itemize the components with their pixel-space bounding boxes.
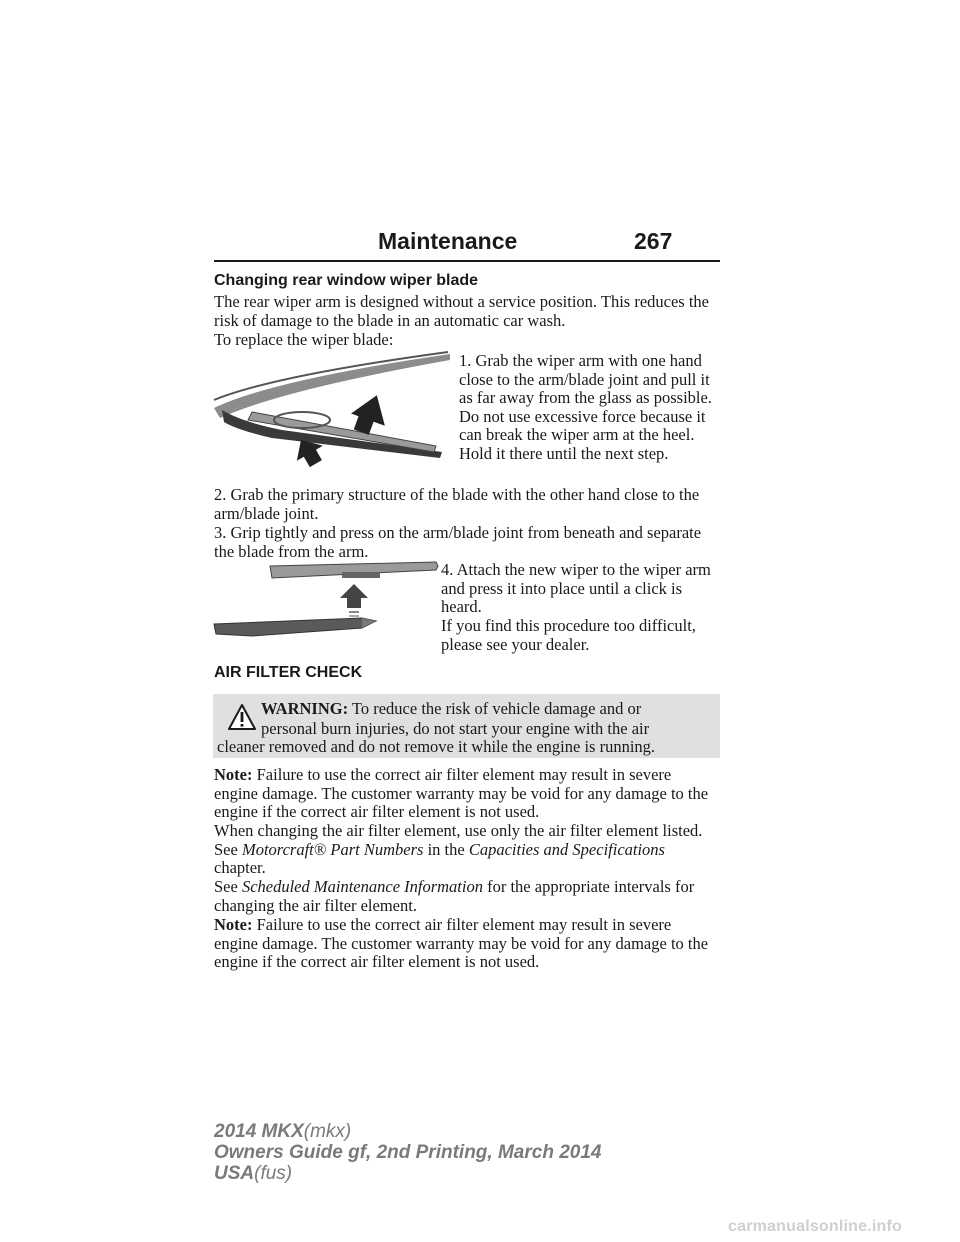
motorcraft-reference[interactable]: Motorcraft® Part Numbers — [241, 839, 424, 859]
note-1-text: Failure to use the correct air filter element may result in severe engine damage. The customer warranty may be void for any damage to the engine if the correct air filter element is not used. — [214, 765, 709, 821]
footer-model-code: (mkx) — [303, 1121, 352, 1142]
step-5-text: If you find this procedure too difficult, please see your dealer. — [441, 616, 696, 654]
step-1-text: 1. Grab the wiper arm with one hand close to the arm/blade joint and pull it as far away from the glass as possible. Do not use excessive force because it can break the wiper arm at the heel. Hold it there until the next step. — [459, 351, 712, 463]
warning-line-2: personal burn injuries, do not start your engine with the air — [261, 719, 650, 738]
footer-model — [214, 1121, 351, 1142]
footer-model-name: 2014 MKX — [214, 1121, 304, 1142]
para-b-text-2: for the appropriate intervals for changing the air filter element. — [214, 877, 695, 915]
footer-market — [214, 1163, 292, 1184]
step-4-text: 4. Attach the new wiper to the wiper arm and press it into place until a click is heard. — [441, 560, 711, 616]
watermark: carmanualsonline.info — [728, 1218, 903, 1235]
para-a-text-3: chapter. — [214, 858, 266, 877]
lead-paragraph: To replace the wiper blade: — [214, 330, 394, 349]
step-2-text: 2. Grab the primary structure of the blade with the other hand close to the arm/blade joint. — [214, 485, 700, 523]
section-title: Maintenance — [378, 228, 518, 254]
warning-line-3: cleaner removed and do not remove it while the engine is running. — [217, 737, 656, 756]
footer-market-name: USA — [214, 1163, 255, 1184]
footer-guide-text: Owners Guide gf, 2nd Printing, March 2014 — [214, 1142, 602, 1163]
para-b-text-1: See — [214, 877, 238, 896]
schedule-paragraph — [214, 878, 719, 915]
note-label-2: Note: — [214, 915, 253, 934]
warning-label: WARNING: — [261, 699, 349, 718]
footer-market-code: (fus) — [254, 1163, 293, 1184]
intro-paragraph: The rear wiper arm is designed without a service position. This reduces the risk of damage to the blade in an automatic car wash. — [214, 292, 710, 330]
para-a-text-2: in the — [427, 839, 465, 859]
air-filter-paragraph — [214, 822, 719, 878]
page-number: 267 — [634, 228, 673, 254]
scheduled-maintenance-reference[interactable]: Scheduled Maintenance Information — [241, 877, 483, 896]
note-1 — [214, 766, 719, 822]
warning-triangle-icon — [227, 703, 257, 731]
wiper-install-illustration — [212, 558, 440, 648]
note-label: Note: — [214, 765, 253, 784]
wiper-removal-illustration — [212, 350, 452, 470]
header-rule — [214, 260, 720, 262]
para-a-text-1: When changing the air filter element, use only the air filter element listed. See — [214, 821, 703, 859]
warning-box — [213, 694, 720, 758]
step-3-text: 3. Grip tightly and press on the arm/blade joint from beneath and separate the blade from the arm. — [214, 523, 702, 561]
footer-guide — [214, 1142, 601, 1163]
subsection-heading: Changing rear window wiper blade — [214, 272, 479, 289]
note-2-text: Failure to use the correct air filter element may result in severe engine damage. The customer warranty may be void for any damage to the engine if the correct air filter element is not used. — [214, 915, 709, 971]
note-2 — [214, 916, 719, 972]
warning-text-1: To reduce the risk of vehicle damage and or — [351, 699, 642, 718]
insert-arrow-up-icon — [340, 584, 368, 617]
air-filter-heading: AIR FILTER CHECK — [214, 664, 363, 681]
warning-line-1 — [261, 700, 716, 719]
capacities-reference[interactable]: Capacities and Specifications — [468, 839, 665, 859]
